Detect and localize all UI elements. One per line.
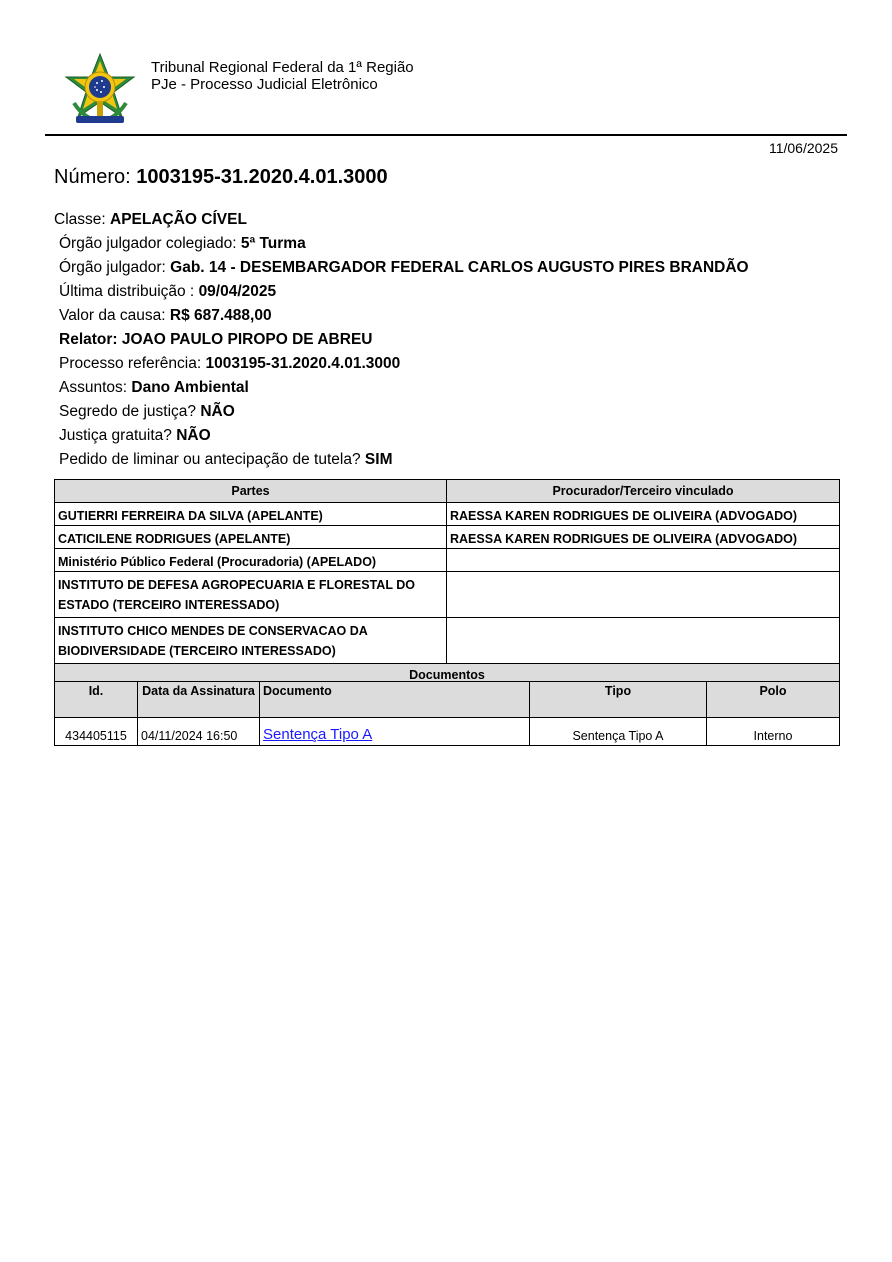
header-divider <box>45 134 847 136</box>
table-row <box>55 549 840 572</box>
field-label: Segredo de justiça? <box>59 403 197 420</box>
party-lawyer: RAESSA KAREN RODRIGUES DE OLIVEIRA (ADVOGADO) <box>447 526 840 549</box>
party-name: CATICILENE RODRIGUES (APELANTE) <box>55 526 447 549</box>
doc-type: Sentença Tipo A <box>530 718 707 746</box>
header-procurador: Procurador/Terceiro vinculado <box>447 480 840 503</box>
field-value: NÃO <box>200 403 235 420</box>
party-name: Ministério Público Federal (Procuradoria) (APELADO) <box>55 549 447 572</box>
field-processo-referencia <box>54 354 749 378</box>
field-value: 1003195-31.2020.4.01.3000 <box>205 355 401 372</box>
process-number-label: Número: <box>54 166 131 188</box>
party-name: INSTITUTO CHICO MENDES DE CONSERVACAO DA BIODIVERSIDADE (TERCEIRO INTERESSADO) <box>55 618 447 664</box>
field-value: 5ª Turma <box>240 235 306 252</box>
doc-date: 04/11/2024 16:50 <box>138 718 260 746</box>
field-label: Valor da causa: <box>59 307 166 324</box>
col-tipo: Tipo <box>530 682 707 718</box>
court-info <box>151 59 414 93</box>
field-value: R$ 687.488,00 <box>169 307 272 324</box>
system-name: PJe - Processo Judicial Eletrônico <box>151 76 378 93</box>
field-label: Órgão julgador: <box>59 259 166 276</box>
field-label: Justiça gratuita? <box>59 427 172 444</box>
doc-id: 434405115 <box>55 718 138 746</box>
documents-header-row <box>55 682 840 718</box>
field-justica-gratuita <box>54 426 749 450</box>
party-name: GUTIERRI FERREIRA DA SILVA (APELANTE) <box>55 503 447 526</box>
document-header <box>0 0 892 136</box>
field-value: Gab. 14 - DESEMBARGADOR FEDERAL CARLOS AUGUSTO PIRES BRANDÃO <box>170 259 749 276</box>
party-lawyer: RAESSA KAREN RODRIGUES DE OLIVEIRA (ADVOGADO) <box>447 503 840 526</box>
process-number-value: 1003195-31.2020.4.01.3000 <box>136 166 388 188</box>
col-polo: Polo <box>707 682 840 718</box>
field-value: Dano Ambiental <box>131 379 249 396</box>
field-value: 09/04/2025 <box>198 283 277 300</box>
brazil-coat-of-arms-icon <box>64 53 136 129</box>
field-label: Pedido de liminar ou antecipação de tutela? <box>59 451 361 468</box>
table-row <box>55 503 840 526</box>
doc-polo: Interno <box>707 718 840 746</box>
field-orgao-colegiado <box>54 234 749 258</box>
field-value: Relator: JOAO PAULO PIROPO DE ABREU <box>59 331 373 348</box>
field-ultima-distribuicao <box>54 282 749 306</box>
table-row <box>55 718 840 746</box>
header-partes: Partes <box>55 480 447 503</box>
field-value: APELAÇÃO CÍVEL <box>110 211 247 228</box>
field-label: Processo referência: <box>59 355 202 372</box>
field-valor-causa <box>54 306 749 330</box>
documents-table <box>54 681 840 746</box>
party-name: INSTITUTO DE DEFESA AGROPECUARIA E FLORESTAL DO ESTADO (TERCEIRO INTERESSADO) <box>55 572 447 618</box>
report-date: 11/06/2025 <box>768 140 838 156</box>
process-number <box>54 166 388 189</box>
document-link[interactable]: Sentença Tipo A <box>263 726 373 743</box>
col-documento: Documento <box>260 682 530 718</box>
field-label: Órgão julgador colegiado: <box>59 235 237 252</box>
table-row <box>55 526 840 549</box>
field-orgao-julgador <box>54 258 749 282</box>
field-classe <box>54 210 749 234</box>
party-lawyer <box>447 549 840 572</box>
party-lawyer <box>447 618 840 664</box>
field-label: Assuntos: <box>59 379 128 396</box>
documents-title: Documentos <box>55 664 840 687</box>
col-data-assinatura: Data da Assinatura <box>138 682 260 718</box>
parties-table <box>54 479 840 687</box>
parties-header-row <box>55 480 840 503</box>
table-row <box>55 572 840 618</box>
field-liminar <box>54 450 749 474</box>
table-row <box>55 618 840 664</box>
field-segredo <box>54 402 749 426</box>
field-label: Classe: <box>54 211 106 228</box>
field-relator <box>54 330 749 354</box>
field-value: NÃO <box>176 427 211 444</box>
field-value: SIM <box>364 451 393 468</box>
process-fields <box>54 210 749 474</box>
col-id: Id. <box>55 682 138 718</box>
field-label: Última distribuição : <box>59 283 195 300</box>
field-assuntos <box>54 378 749 402</box>
doc-cell <box>260 718 530 746</box>
court-name: Tribunal Regional Federal da 1ª Região <box>151 59 414 76</box>
party-lawyer <box>447 572 840 618</box>
